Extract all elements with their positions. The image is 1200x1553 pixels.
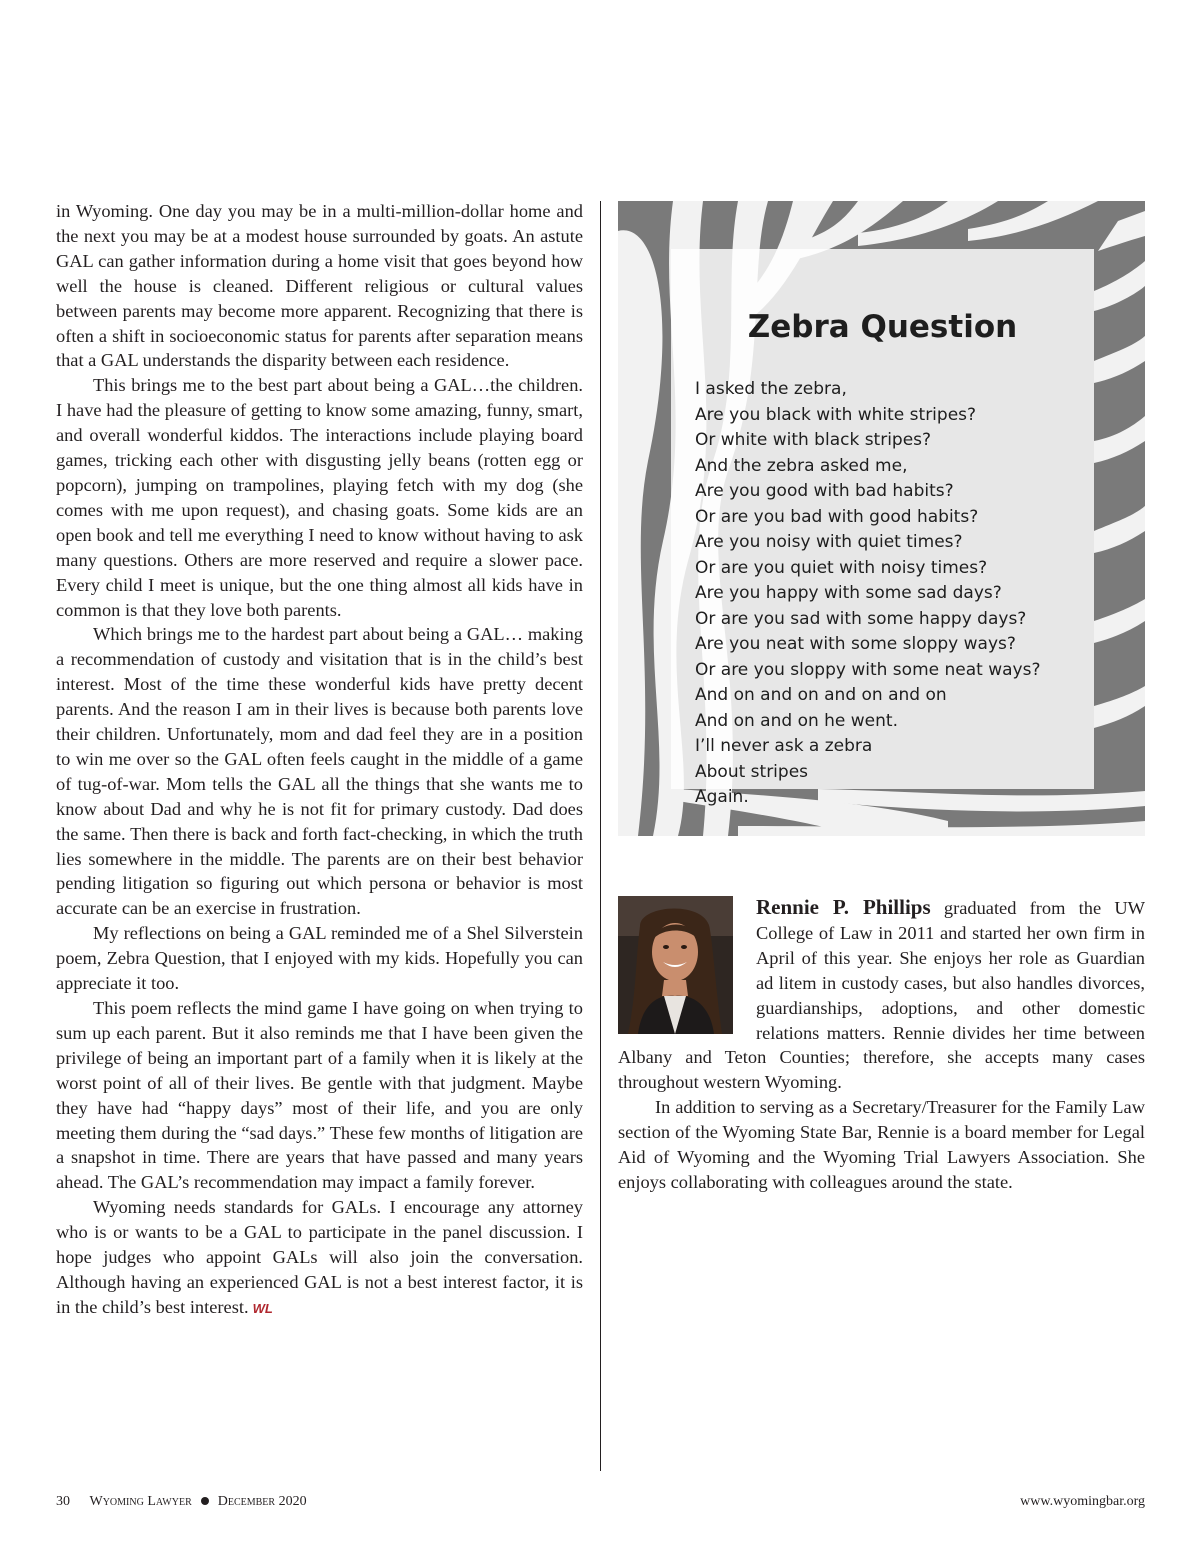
poem-line: Are you black with white stripes? (695, 404, 977, 425)
column-divider (600, 201, 601, 1471)
poem-line: Are you noisy with quiet times? (695, 532, 963, 552)
poem-lines (695, 377, 1084, 811)
bio-text: graduated from the UW College of Law in 2011 and started her own firm in April of this year. She enjoys her role as Guardian ad litem in custody cases, but also handles divorces, guardianships, adoptions, and other domestic relations matters. Rennie divides her time between Albany and Teton Counties; therefore, she accepts many cases throughout western Wyoming. (618, 898, 1145, 1093)
poem-line: Are you happy with some sad days? (695, 583, 1002, 603)
article-paragraph: in Wyoming. One day you may be in a multi-million-dollar home and the next you may be at a modest house surrounded by goats. An astute GAL can gather information during a home visit that goes beyond how well the house is cleaned. Different religious or cultural values between parents may become more apparent. Recognizing that there is often a shift in socioeconomic status for parents after separation means that a GAL understands the disparity between each residence. (56, 201, 583, 371)
poem-line: And on and on he went. (695, 710, 898, 731)
poem-line: And the zebra asked me, (695, 455, 908, 476)
poem-line: And on and on and on and on (695, 685, 947, 705)
poem-title: Zebra Question (747, 309, 1018, 345)
article-body (56, 199, 583, 1322)
article-paragraph: This brings me to the best part about being a GAL…the children. I have had the pleasure of getting to know some amazing, funny, smart, and overall wonderful kiddos. The interactions include playing board games, tricking each other with disgusting jelly beans (rotten egg or popcorn), jumping on trampolines, playing fetch with my dog (she comes with me upon request), and chasing goats. Some kids are an open book and tell me everything I need to know without having to ask many questions. Others are more reserved and require a slower pace. Every child I meet is unique, but the one thing almost all kids have in common is that they love both parents. (56, 375, 583, 620)
poem-line: Or are you quiet with noisy times? (695, 557, 988, 578)
author-photo (618, 896, 733, 1034)
poem-line: Or are you sad with some happy days? (695, 608, 1027, 629)
end-mark: WL (252, 1300, 273, 1316)
article-paragraph: My reflections on being a GAL reminded me of a Shel Silverstein poem, Zebra Question, that I enjoyed with my kids. Hopefully you can appreciate it too. (56, 923, 583, 994)
author-bio (618, 895, 1145, 1195)
bio-name: Rennie P. Phillips (756, 895, 931, 919)
poem-line: Or are you bad with good habits? (695, 506, 979, 527)
poem-box (671, 249, 1094, 807)
page-number: 30 (56, 1494, 70, 1509)
zebra-poem-sidebar (618, 201, 1145, 836)
footer-left (56, 1494, 307, 1510)
poem-line: Again. (695, 787, 749, 807)
article-paragraph: Which brings me to the hardest part about being a GAL… making a recommendation of custody and visitation that is in the child’s best interest. Most of the time these wonderful kids have pretty decent parents. And the reason I am in their lives is because both parents love their children. Unfortunately, mom and dad feel they are in a position to win me over so the GAL often feels caught in the middle of a game of tug-of-war. Mom tells the GAL all the things that she wants me to know about Dad and why he is not fit for primary custody. Dad does the same. Then there is back and forth fact-checking, in which the truth lies somewhere in the middle. The parents are on their best behavior pending litigation so figuring out which persona or behavior is most accurate can be an exercise in frustration. (56, 624, 583, 919)
poem-line: I asked the zebra, (695, 379, 847, 399)
bio-paragraph-2: In addition to serving as a Secretary/Treasurer for the Family Law section of the Wyoming State Bar, Rennie is a board member for Legal Aid of Wyoming and the Wyoming Trial Lawyers Association. She enjoys collaborating with colleagues around the state. (618, 1097, 1145, 1192)
poem-line: Or white with black stripes? (695, 430, 932, 450)
issue-date: December 2020 (217, 1494, 307, 1509)
article-paragraph-text: Wyoming needs standards for GALs. I encourage any attorney who is or wants to be a GAL to participate in the panel discussion. I hope judges who appoint GALs will also join the conversation. Although having an experienced GAL is not a best interest factor, it is in the child’s best interest. (56, 1197, 583, 1317)
poem-line: Are you neat with some sloppy ways? (695, 634, 1016, 654)
bullet-icon (201, 1497, 209, 1505)
poem-line: Are you good with bad habits? (695, 481, 954, 501)
poem-line: Or are you sloppy with some neat ways? (695, 659, 1041, 680)
article-paragraph: This poem reflects the mind game I have going on when trying to sum up each parent. But it also reminds me that I have been given the privilege of being an important part of a family when it is likely at the worst point of all of their lives. Be gentle with that judgment. Maybe they have had “happy days” most of their life, and you are only meeting them during the “sad days.” These few months of litigation are a snapshot in time. There are years that have passed and many years ahead. The GAL’s recommendation may impact a family forever. (56, 998, 583, 1193)
publication-name: Wyoming Lawyer (89, 1494, 192, 1509)
article-paragraph-last (56, 1195, 583, 1322)
poem-line: I’ll never ask a zebra (695, 736, 873, 756)
poem-line: About stripes (695, 761, 809, 782)
author-portrait (618, 896, 733, 1034)
website-link[interactable]: www.wyomingbar.org (1020, 1494, 1145, 1509)
